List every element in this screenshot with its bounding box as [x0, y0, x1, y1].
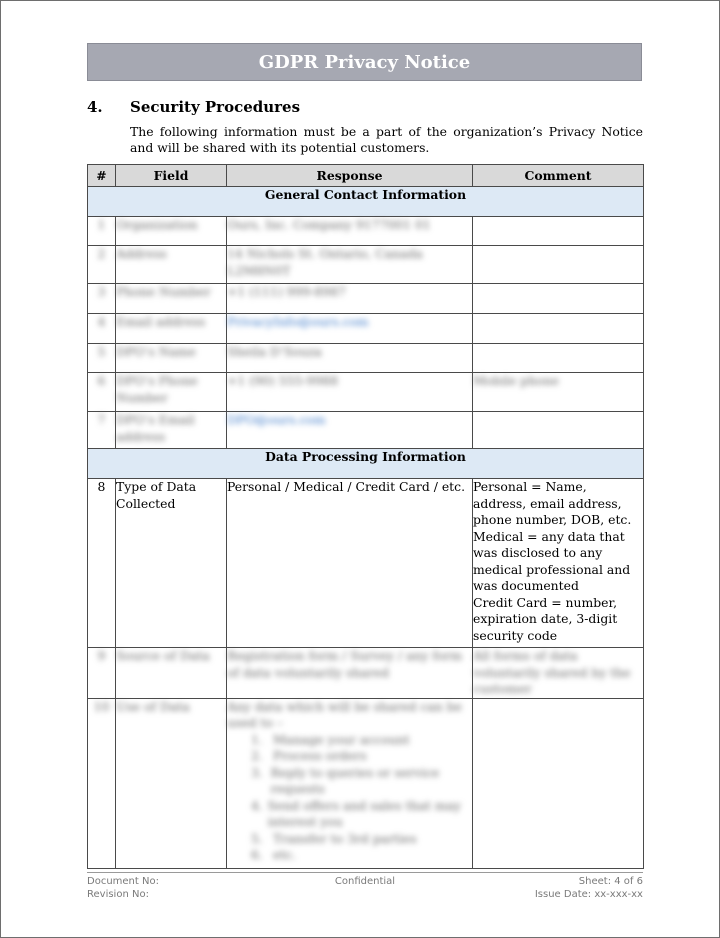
field-cell: Email address — [116, 314, 227, 344]
response-cell: Registration form / Survey / any form of data voluntarily shared — [227, 648, 473, 699]
comment-cell — [473, 246, 644, 284]
section-label: Data Processing Information — [88, 449, 644, 479]
document-title-banner — [87, 43, 642, 81]
row-number: 10 — [88, 698, 116, 868]
table-row — [88, 284, 644, 314]
comment-cell — [473, 344, 644, 373]
table-row — [88, 373, 644, 412]
comment-cell — [473, 217, 644, 246]
column-header-number: # — [88, 165, 116, 187]
page-footer — [87, 872, 643, 901]
table-header-row — [88, 165, 644, 187]
field-cell: DPO’s Email address — [116, 412, 227, 449]
response-cell — [227, 314, 473, 344]
row-number: 9 — [88, 648, 116, 699]
table-row — [88, 217, 644, 246]
section-label: General Contact Information — [88, 187, 644, 217]
row-number: 6 — [88, 373, 116, 412]
section-title: Security Procedures — [130, 98, 301, 116]
response-intro: Any data which will be shared can be used to – — [227, 698, 462, 730]
comment-line: Medical = any data that was disclosed to any medical professional and was documented — [473, 528, 631, 593]
list-item: 4. Send offers and sales that may interest you — [251, 797, 461, 829]
response-cell: +1 (90) 555-9988 — [227, 373, 473, 412]
row-number: 7 — [88, 412, 116, 449]
field-cell: DPO’s Name — [116, 344, 227, 373]
table-row — [88, 246, 644, 284]
comment-line: Personal = Name, address, email address, phone number, DOB, etc. — [473, 479, 632, 527]
sheet-number: Sheet: 4 of 6 — [578, 876, 643, 887]
row-number: 2 — [88, 246, 116, 284]
response-cell: 14 Nichols St. Ontario, Canada L2M8N0T — [227, 246, 473, 284]
field-cell: Type of Data Collected — [116, 479, 227, 648]
response-cell: +1 (111) 999-8987 — [227, 284, 473, 314]
comment-cell — [473, 412, 644, 449]
document-title: GDPR Privacy Notice — [258, 51, 471, 73]
table-row — [88, 314, 644, 344]
confidential-label: Confidential — [334, 876, 396, 887]
table-row — [88, 698, 644, 868]
row-number: 5 — [88, 344, 116, 373]
list-item: 1. Manage your account — [251, 731, 410, 747]
field-cell: DPO’s Phone Number — [116, 373, 227, 412]
list-item: 2. Process orders — [251, 748, 367, 763]
row-number: 3 — [88, 284, 116, 314]
comment-cell — [473, 284, 644, 314]
field-cell: Organization — [116, 217, 227, 246]
section-heading — [87, 98, 647, 116]
list-item: 5. Transfer to 3rd parties — [251, 830, 417, 846]
privacy-notice-table — [87, 164, 644, 869]
table-row — [88, 344, 644, 373]
document-number-label: Document No: — [87, 876, 159, 887]
section-row-general-contact — [88, 187, 644, 217]
column-header-response: Response — [227, 165, 473, 187]
table-row — [88, 412, 644, 449]
row-number: 8 — [88, 479, 116, 648]
section-number: 4. — [87, 98, 103, 116]
section-row-data-processing — [88, 449, 644, 479]
row-number: 4 — [88, 314, 116, 344]
revision-number-label: Revision No: — [87, 889, 149, 900]
response-cell: Sheila D’Souza — [227, 344, 473, 373]
field-cell: Phone Number — [116, 284, 227, 314]
comment-cell: Mobile phone — [473, 373, 644, 412]
table-row — [88, 479, 644, 648]
comment-cell — [473, 479, 644, 648]
row-number: 1 — [88, 217, 116, 246]
comment-cell: All forms of data voluntarily shared by the customer — [473, 648, 644, 699]
comment-cell — [473, 698, 644, 868]
list-item: 6. etc. — [251, 847, 297, 862]
comment-cell — [473, 314, 644, 344]
email-link[interactable]: DPO@ours.com — [227, 412, 326, 427]
email-link[interactable]: PrivacyInfo@ours.com — [227, 314, 369, 329]
response-cell — [227, 412, 473, 449]
column-header-field: Field — [116, 165, 227, 187]
field-cell: Address — [116, 246, 227, 284]
list-item: 3. Reply to queries or service requests — [251, 764, 440, 796]
field-cell: Source of Data — [116, 648, 227, 699]
section-intro: The following information must be a part of the organization’s Privacy Notice and will be shared with its potential customers. — [130, 124, 643, 155]
table-row — [88, 648, 644, 699]
response-cell: Ours, Inc. Company 9177001 01 — [227, 217, 473, 246]
response-cell — [227, 698, 473, 868]
issue-date: Issue Date: xx-xxx-xx — [534, 889, 643, 900]
response-cell: Personal / Medical / Credit Card / etc. — [227, 479, 473, 648]
field-cell: Use of Data — [116, 698, 227, 868]
comment-line: Credit Card = number, expiration date, 3-digit security code — [473, 594, 618, 643]
column-header-comment: Comment — [473, 165, 644, 187]
